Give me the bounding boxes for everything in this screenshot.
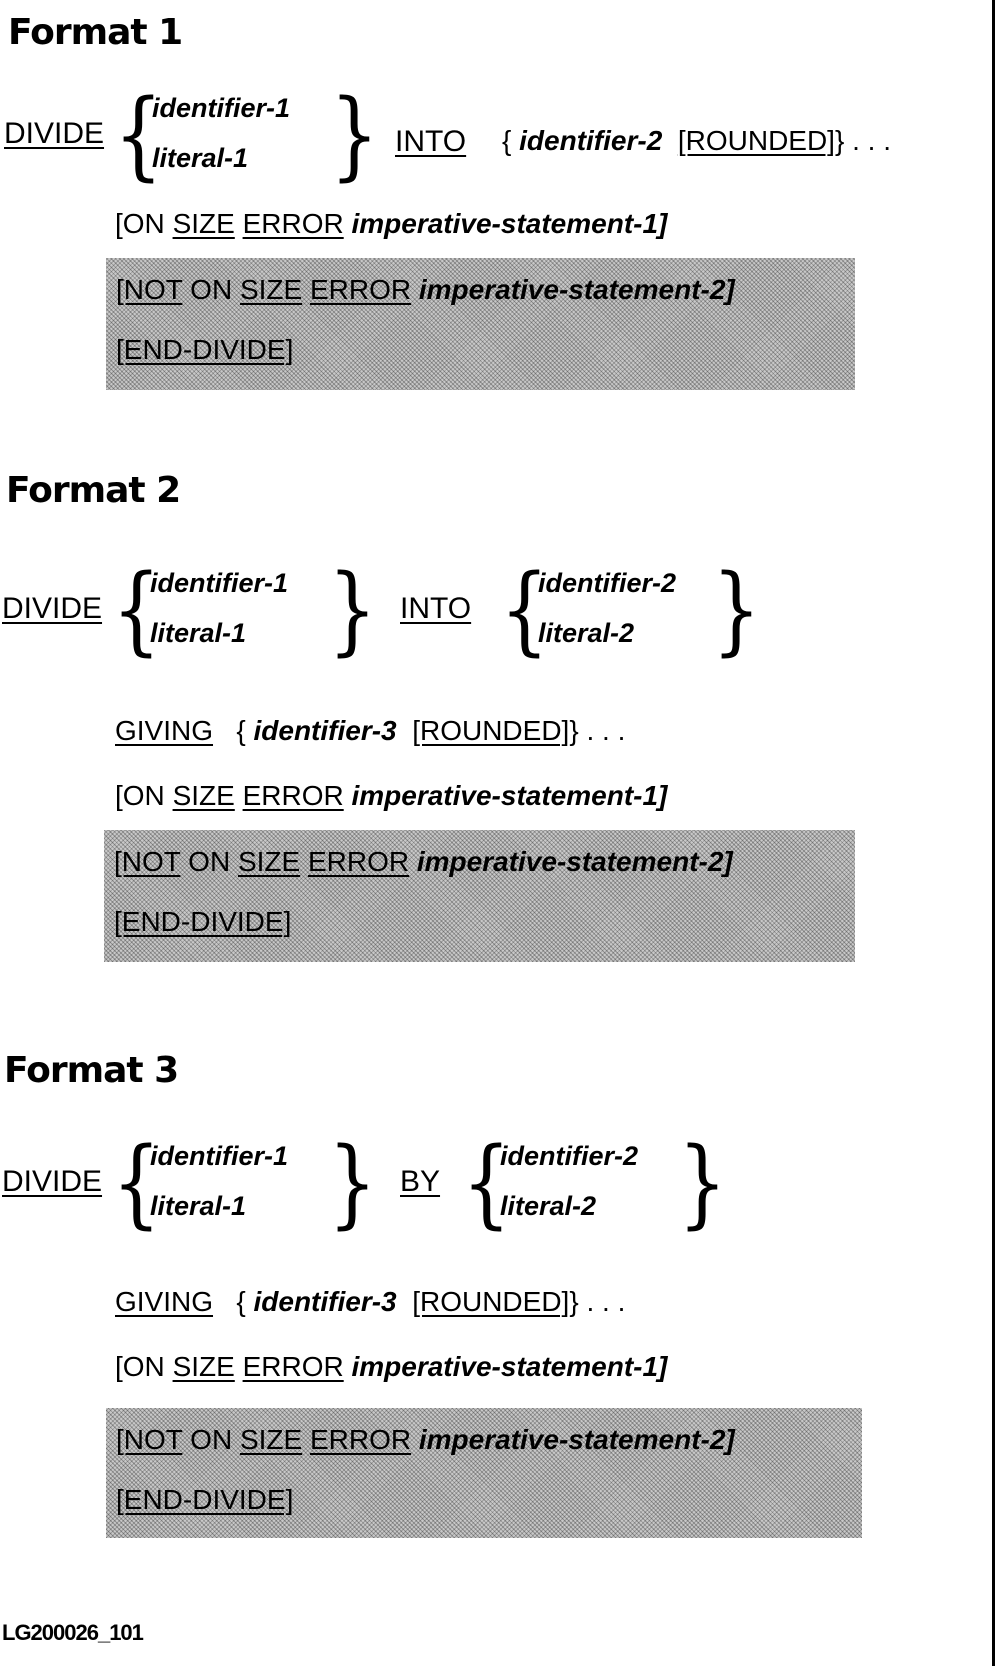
format-3-op1-literal: literal-1 (150, 1191, 247, 1221)
format-2-end-divide: [END-DIVIDE] (114, 906, 292, 937)
format-1-not-kw: [NOT (116, 274, 183, 305)
format-2-not-kw: [NOT (114, 846, 181, 877)
format-1-size-kw: SIZE (172, 208, 235, 239)
format-3-rounded: [ROUNDED] (412, 1286, 570, 1317)
format-3-giving-line (115, 1286, 625, 1318)
format-3-not-on-size-error (116, 1424, 735, 1456)
format-2-op1-close-brace: } (328, 554, 377, 666)
format-2-giving-close: } . . . (569, 715, 626, 746)
format-2-op1-literal: literal-1 (150, 618, 247, 648)
format-2-shaded-region (104, 830, 855, 962)
format-1-end-divide: [END-DIVIDE] (116, 334, 294, 365)
format-1-op1-identifier: identifier-1 (152, 93, 291, 123)
format-2-op1-identifier: identifier-1 (150, 568, 289, 598)
format-3-on-open: [ON (115, 1351, 173, 1382)
format-1-stmt-1: imperative-statement-1] (343, 208, 668, 239)
format-3-giving-kw: GIVING (115, 1286, 214, 1317)
page-right-border (992, 0, 995, 1666)
format-1-op2-identifier: identifier-2 (519, 125, 663, 156)
format-3-not-on: ON (182, 1424, 240, 1455)
format-2-op2-close-brace: } (712, 554, 761, 666)
format-2-op2-literal: literal-2 (538, 618, 635, 648)
format-1-op2-open: { (502, 125, 520, 156)
format-2-divide-keyword: DIVIDE (2, 592, 103, 625)
format-2-size-kw: SIZE (172, 780, 235, 811)
format-3-op1-close-brace: } (328, 1127, 377, 1239)
format-3-op2-literal: literal-2 (500, 1191, 597, 1221)
format-1-not-on: ON (182, 274, 240, 305)
format-2-giving-open: { (236, 715, 254, 746)
format-3-divide-keyword: DIVIDE (2, 1165, 103, 1198)
format-1-not-on-size-error (116, 274, 735, 306)
format-3-end-divide: [END-DIVIDE] (116, 1484, 294, 1515)
format-3-giving-close: } . . . (569, 1286, 626, 1317)
format-3-heading: Format 3 (4, 1050, 179, 1091)
format-2-giving-line (115, 715, 625, 747)
format-1-rounded: [ROUNDED] (677, 125, 835, 156)
format-1-heading: Format 1 (8, 12, 183, 53)
format-2-into-keyword: INTO (400, 592, 472, 625)
format-2-stmt-2: imperative-statement-2] (409, 846, 733, 877)
format-3-stmt-2: imperative-statement-2] (411, 1424, 735, 1455)
format-3-giving-open: { (236, 1286, 254, 1317)
format-2-not-size-kw: SIZE (237, 846, 301, 877)
format-1-shaded-region (106, 258, 855, 390)
format-1-not-size-kw: SIZE (239, 274, 303, 305)
format-1-error-kw: ERROR (242, 208, 344, 239)
format-1-not-error-kw: ERROR (309, 274, 412, 305)
format-2-op2-identifier: identifier-2 (538, 568, 677, 598)
format-2-giving-kw: GIVING (115, 715, 214, 746)
format-2-giving-identifier: identifier-3 (253, 715, 397, 746)
format-3-not-size-kw: SIZE (239, 1424, 303, 1455)
format-2-not-error-kw: ERROR (307, 846, 410, 877)
format-1-close-brace: } (330, 79, 379, 191)
format-2-error-kw: ERROR (242, 780, 344, 811)
format-3-op2-close-brace: } (678, 1127, 727, 1239)
format-2-not-on: ON (180, 846, 238, 877)
format-2-op2-open-brace: { (500, 554, 549, 666)
format-3-error-kw: ERROR (242, 1351, 344, 1382)
format-1-open-brace: { (114, 79, 163, 191)
format-3-op1-identifier: identifier-1 (150, 1141, 289, 1171)
format-3-by-keyword: BY (400, 1165, 441, 1198)
format-2-rounded: [ROUNDED] (412, 715, 570, 746)
format-3-giving-identifier: identifier-3 (253, 1286, 397, 1317)
format-1-on-size-error (115, 208, 667, 240)
format-1-divide-keyword: DIVIDE (4, 117, 105, 150)
format-3-op1-open-brace: { (112, 1127, 161, 1239)
format-3-size-kw: SIZE (172, 1351, 235, 1382)
format-2-stmt-1: imperative-statement-1] (343, 780, 668, 811)
format-3-op2-open-brace: { (462, 1127, 511, 1239)
format-3-not-error-kw: ERROR (309, 1424, 412, 1455)
format-3-op2-identifier: identifier-2 (500, 1141, 639, 1171)
format-1-op1-literal: literal-1 (152, 143, 249, 173)
format-1-on-open: [ON (115, 208, 173, 239)
format-1-operand2-line (502, 125, 891, 157)
format-2-heading: Format 2 (6, 470, 181, 511)
format-3-shaded-region (106, 1408, 862, 1538)
format-1-stmt-2: imperative-statement-2] (411, 274, 735, 305)
format-2-on-open: [ON (115, 780, 173, 811)
figure-id: LG200026_101 (2, 1620, 143, 1645)
format-1-op2-close: } . . . (834, 125, 891, 156)
format-3-not-kw: [NOT (116, 1424, 183, 1455)
format-3-on-size-error (115, 1351, 667, 1383)
format-2-not-on-size-error (114, 846, 733, 878)
format-2-op1-open-brace: { (112, 554, 161, 666)
format-2-on-size-error (115, 780, 667, 812)
format-3-stmt-1: imperative-statement-1] (343, 1351, 668, 1382)
format-1-into-keyword: INTO (395, 125, 467, 158)
